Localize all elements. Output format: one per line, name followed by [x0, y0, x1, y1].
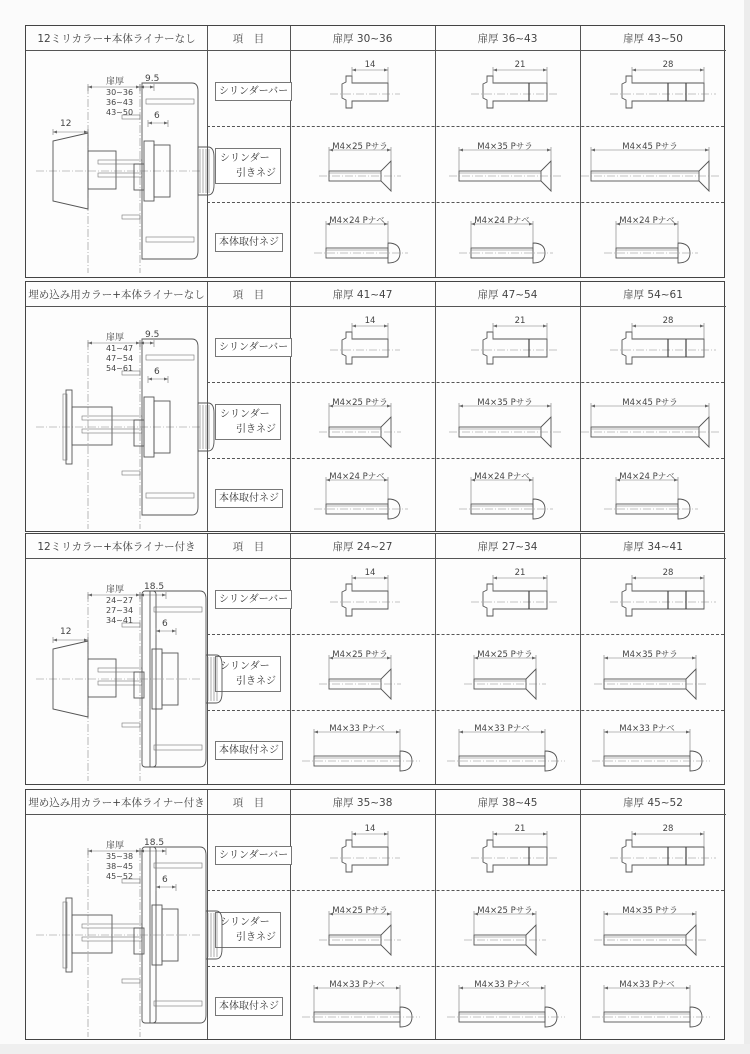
liner-dimension: 9.5	[145, 330, 160, 340]
screw-spec-label: M4×33 Pナベ	[329, 724, 385, 734]
body-mount-screw-cell	[435, 966, 580, 1042]
liner-dimension: 9.5	[145, 74, 160, 84]
cylinder-screw-cell	[290, 382, 435, 458]
cylinder-bar-length: 14	[364, 824, 376, 834]
body-mount-screw-cell	[290, 458, 435, 534]
door-thickness-range: 24~27	[106, 596, 134, 605]
screw-spec-label: M4×24 Pナベ	[329, 216, 385, 226]
body-mount-screw-cell	[435, 710, 580, 786]
cylinder-screw-cell	[435, 890, 580, 966]
cylinder-screw-cell	[580, 634, 725, 710]
screw-spec-label: M4×24 Pナベ	[619, 216, 675, 226]
body-mount-screw-cell	[580, 710, 725, 786]
door-thickness-range: 35~38	[106, 852, 134, 861]
door-thickness-range: 41~47	[106, 344, 134, 353]
door-thickness-range: 27~34	[106, 606, 134, 615]
cylinder-bar-cell	[435, 815, 580, 891]
screw-spec-label: M4×35 Pサラ	[477, 142, 533, 152]
screw-spec-label: M4×25 Pサラ	[477, 650, 533, 660]
screw-spec-label: M4×33 Pナベ	[474, 724, 530, 734]
item-label-line-2: 引きネジ	[236, 676, 276, 687]
screw-spec-label: M4×24 Pナベ	[619, 472, 675, 482]
door-thickness-range: 36~43	[106, 98, 134, 107]
door-thickness-header-3: 扉厚 45~52	[580, 790, 726, 815]
screw-spec-label: M4×24 Pナベ	[474, 216, 530, 226]
item-column-header: 項 目	[207, 534, 290, 559]
collar-dimension: 12	[60, 627, 72, 637]
screw-spec-label: M4×25 Pサラ	[332, 398, 388, 408]
item-label-body-mount-screw: 本体取付ネジ	[215, 741, 283, 760]
cylinder-bar-length: 28	[662, 824, 674, 834]
cylinder-bar-cell	[580, 51, 725, 127]
cylinder-bar-cell	[435, 307, 580, 383]
cylinder-bar-cell	[290, 815, 435, 891]
cylinder-bar-length: 28	[662, 316, 674, 326]
item-label-body-mount-screw: 本体取付ネジ	[215, 489, 283, 508]
cylinder-bar-length: 21	[514, 568, 526, 578]
door-thickness-header-2: 扉厚 38~45	[435, 790, 580, 815]
screw-spec-label: M4×24 Pナベ	[474, 472, 530, 482]
screw-spec-label: M4×33 Pナベ	[329, 980, 385, 990]
item-label-cylinder-bar: シリンダーバー	[215, 82, 292, 101]
page-edge	[744, 0, 750, 1054]
body-mount-screw-cell	[435, 202, 580, 278]
door-thickness-header-2: 扉厚 27~34	[435, 534, 580, 559]
door-thickness-header-1: 扉厚 24~27	[290, 534, 435, 559]
liner-dimension: 18.5	[144, 838, 165, 848]
column-divider	[207, 282, 208, 531]
door-thickness-header-3: 扉厚 54~61	[580, 282, 726, 307]
item-column-header: 項 目	[207, 282, 290, 307]
body-mount-screw-cell	[580, 458, 725, 534]
screw-spec-label: M4×25 Pサラ	[332, 650, 388, 660]
cylinder-bar-length: 14	[364, 60, 376, 70]
item-label-line-2: 引きネジ	[236, 424, 276, 435]
cylinder-bar-cell	[435, 51, 580, 127]
cylinder-bar-length: 28	[662, 60, 674, 70]
door-thickness-range: 38~45	[106, 862, 134, 871]
cylinder-bar-length: 14	[364, 316, 376, 326]
door-thickness-header-3: 扉厚 43~50	[580, 26, 726, 51]
body-mount-screw-cell	[435, 458, 580, 534]
door-thickness-label: 扉厚	[106, 77, 125, 87]
item-label-body-mount-screw: 本体取付ネジ	[215, 233, 283, 252]
body-mount-screw-cell	[290, 966, 435, 1042]
cylinder-bar-length: 21	[514, 316, 526, 326]
body-mount-screw-cell	[580, 202, 725, 278]
inner-dimension: 6	[162, 619, 168, 629]
screw-spec-label: M4×25 Pサラ	[477, 906, 533, 916]
door-thickness-range: 54~61	[106, 364, 134, 373]
inner-dimension: 6	[154, 367, 160, 377]
screw-spec-label: M4×25 Pサラ	[332, 142, 388, 152]
item-label-line-1: シリンダー	[220, 409, 270, 420]
body-mount-screw-cell	[580, 966, 725, 1042]
body-mount-screw-cell	[290, 202, 435, 278]
door-thickness-range: 34~41	[106, 616, 134, 625]
item-label-cylinder-bar: シリンダーバー	[215, 846, 292, 865]
screw-spec-label: M4×35 Pサラ	[477, 398, 533, 408]
item-label-cylinder-bar: シリンダーバー	[215, 590, 292, 609]
item-label-cylinder-screw	[215, 656, 281, 692]
item-label-line-1: シリンダー	[220, 661, 270, 672]
door-thickness-header-3: 扉厚 34~41	[580, 534, 726, 559]
item-label-cylinder-screw	[215, 404, 281, 440]
liner-dimension: 18.5	[144, 582, 165, 592]
inner-dimension: 6	[154, 111, 160, 121]
section-title: 12ミリカラー+本体ライナーなし	[26, 26, 207, 51]
screw-spec-label: M4×33 Pナベ	[619, 980, 675, 990]
cylinder-bar-cell	[290, 51, 435, 127]
screw-spec-label: M4×25 Pサラ	[332, 906, 388, 916]
item-label-cylinder-screw	[215, 148, 281, 184]
door-thickness-header-1: 扉厚 35~38	[290, 790, 435, 815]
body-mount-screw-cell	[290, 710, 435, 786]
door-thickness-header-1: 扉厚 41~47	[290, 282, 435, 307]
section-title: 12ミリカラー+本体ライナー付き	[26, 534, 207, 559]
cylinder-bar-cell	[580, 307, 725, 383]
item-label-body-mount-screw: 本体取付ネジ	[215, 997, 283, 1016]
cylinder-screw-cell	[435, 126, 580, 202]
screw-spec-label: M4×35 Pサラ	[622, 906, 678, 916]
cylinder-bar-length: 21	[514, 60, 526, 70]
cylinder-screw-cell	[435, 634, 580, 710]
door-thickness-label: 扉厚	[106, 333, 125, 343]
item-label-line-2: 引きネジ	[236, 932, 276, 943]
cylinder-bar-cell	[580, 815, 725, 891]
cylinder-bar-length: 28	[662, 568, 674, 578]
cylinder-bar-cell	[435, 559, 580, 635]
cylinder-screw-cell	[290, 634, 435, 710]
cylinder-bar-length: 21	[514, 824, 526, 834]
cylinder-bar-length: 14	[364, 568, 376, 578]
door-thickness-header-1: 扉厚 30~36	[290, 26, 435, 51]
screw-spec-label: M4×24 Pナベ	[329, 472, 385, 482]
page-bottom-edge	[0, 1044, 750, 1054]
spec-table-section	[25, 789, 725, 1040]
cylinder-screw-cell	[290, 126, 435, 202]
item-label-line-1: シリンダー	[220, 917, 270, 928]
door-thickness-range: 47~54	[106, 354, 134, 363]
cylinder-bar-cell	[290, 559, 435, 635]
spec-table-section	[25, 281, 725, 532]
item-label-line-1: シリンダー	[220, 153, 270, 164]
spec-table-section	[25, 533, 725, 785]
item-column-header: 項 目	[207, 790, 290, 815]
screw-spec-label: M4×33 Pナベ	[619, 724, 675, 734]
cylinder-screw-cell	[290, 890, 435, 966]
cylinder-screw-cell	[435, 382, 580, 458]
screw-spec-label: M4×35 Pサラ	[622, 650, 678, 660]
item-label-cylinder-screw	[215, 912, 281, 948]
door-thickness-range: 43~50	[106, 108, 134, 117]
door-thickness-header-2: 扉厚 47~54	[435, 282, 580, 307]
door-thickness-range: 45~52	[106, 872, 134, 881]
cylinder-screw-cell	[580, 382, 725, 458]
cylinder-bar-cell	[580, 559, 725, 635]
door-thickness-label: 扉厚	[106, 585, 125, 595]
spec-table-section	[25, 25, 725, 278]
cylinder-screw-cell	[580, 126, 725, 202]
screw-spec-label: M4×45 Pサラ	[622, 142, 678, 152]
item-column-header: 項 目	[207, 26, 290, 51]
screw-spec-label: M4×33 Pナベ	[474, 980, 530, 990]
collar-dimension: 12	[60, 119, 72, 129]
item-label-cylinder-bar: シリンダーバー	[215, 338, 292, 357]
section-title: 埋め込み用カラー+本体ライナー付き	[26, 790, 207, 815]
section-title: 埋め込み用カラー+本体ライナーなし	[26, 282, 207, 307]
door-thickness-label: 扉厚	[106, 841, 125, 851]
screw-spec-label: M4×45 Pサラ	[622, 398, 678, 408]
door-thickness-header-2: 扉厚 36~43	[435, 26, 580, 51]
door-thickness-range: 30~36	[106, 88, 134, 97]
item-label-line-2: 引きネジ	[236, 168, 276, 179]
cylinder-bar-cell	[290, 307, 435, 383]
column-divider	[207, 26, 208, 277]
inner-dimension: 6	[162, 875, 168, 885]
cylinder-screw-cell	[580, 890, 725, 966]
